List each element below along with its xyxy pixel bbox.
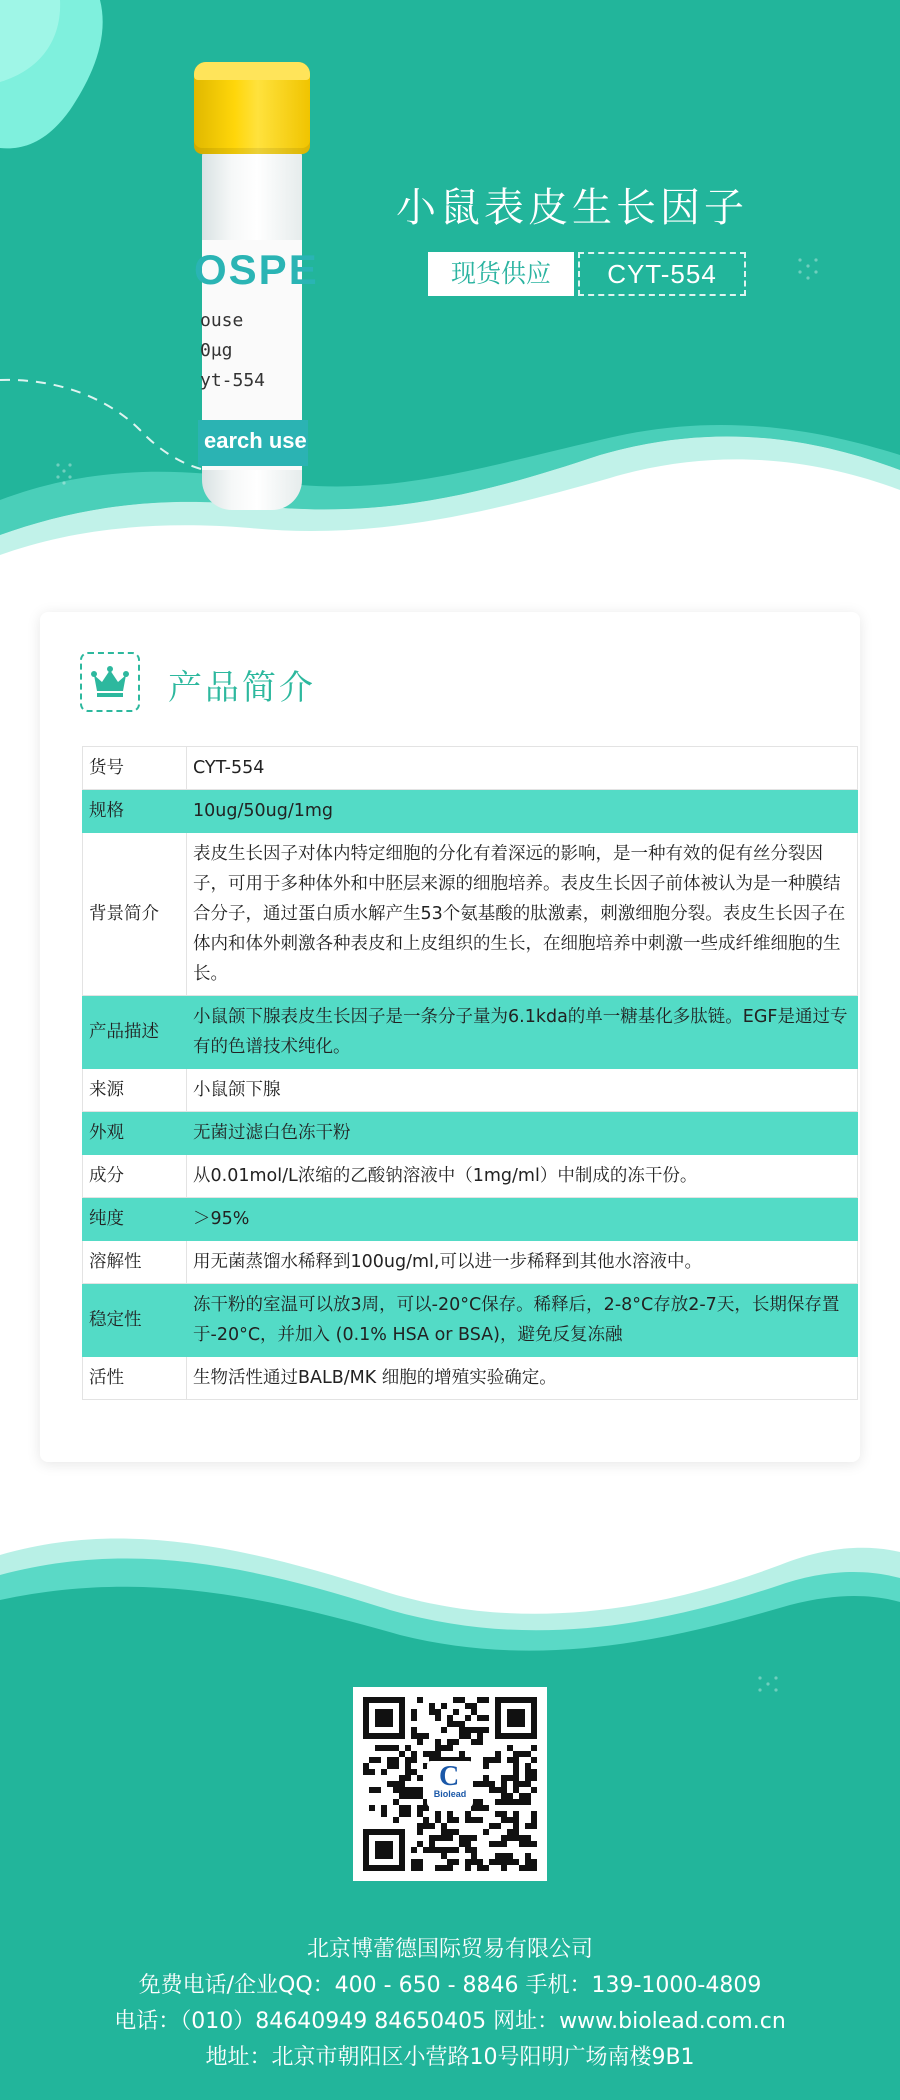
vial-brand-text: OSPE bbox=[194, 246, 319, 293]
spec-value: 小鼠颌下腺 bbox=[187, 1069, 858, 1112]
spec-row bbox=[83, 1112, 858, 1155]
biolead-logo bbox=[427, 1761, 473, 1807]
spec-row bbox=[83, 1284, 858, 1357]
product-intro-card bbox=[40, 612, 860, 1462]
product-vial-image bbox=[190, 62, 319, 462]
company-name: 北京博蕾德国际贸易有限公司 bbox=[306, 1937, 593, 1962]
spec-row bbox=[83, 1069, 858, 1112]
spec-row bbox=[83, 996, 858, 1069]
spec-key: 活性 bbox=[83, 1357, 187, 1400]
spec-key: 成分 bbox=[83, 1155, 187, 1198]
vial-label-line-2: 0μg bbox=[200, 340, 233, 361]
section-title: 产品简介 bbox=[168, 668, 316, 708]
crown-icon bbox=[80, 652, 140, 712]
vial-label-line-1: ouse bbox=[200, 310, 244, 331]
vial-label-line-3: yt-554 bbox=[200, 370, 266, 391]
spec-row bbox=[83, 790, 858, 833]
spec-value: 表皮生长因子对体内特定细胞的分化有着深远的影响，是一种有效的促有丝分裂因子，可用于多种体外和中胚层来源的细胞培养。表皮生长因子前体被认为是一种膜结合分子，通过蛋白质水解产生53个氨基酸的肽激素，刺激细胞分裂。表皮生长因子在体内和体外刺激各种表皮和上皮组织的生长，在细胞培养中刺激一些成纤维细胞的生长。 bbox=[187, 833, 858, 996]
vial-band-text: earch use bbox=[204, 428, 307, 453]
catalog-code-badge: CYT-554 bbox=[578, 252, 746, 296]
spec-key: 规格 bbox=[83, 790, 187, 833]
in-stock-badge: 现货供应 bbox=[428, 252, 574, 296]
spec-key: 纯度 bbox=[83, 1198, 187, 1241]
spec-key: 产品描述 bbox=[83, 996, 187, 1069]
spec-value: 从0.01mol/L浓缩的乙酸钠溶液中（1mg/ml）中制成的冻干份。 bbox=[187, 1155, 858, 1198]
hotline-text: 免费电话/企业QQ：400 - 650 - 8846 手机：139-1000-4809 bbox=[138, 1973, 762, 1998]
spec-key: 稳定性 bbox=[83, 1284, 187, 1357]
crown-icon-graphic bbox=[91, 665, 129, 699]
spec-row bbox=[83, 1241, 858, 1284]
spec-value: 小鼠颌下腺表皮生长因子是一条分子量为6.1kda的单一糖基化多肽链。EGF是通过专有的色谱技术纯化。 bbox=[187, 996, 858, 1069]
biolead-logo-text: Biolead bbox=[433, 1789, 467, 1799]
vial-cap bbox=[194, 62, 310, 154]
spec-row bbox=[83, 1155, 858, 1198]
spec-key: 外观 bbox=[83, 1112, 187, 1155]
vial-body bbox=[194, 150, 319, 510]
spec-value: CYT-554 bbox=[187, 747, 858, 790]
spec-row bbox=[83, 1198, 858, 1241]
qr-code[interactable] bbox=[353, 1687, 547, 1881]
spec-row bbox=[83, 1357, 858, 1400]
product-title: 小鼠表皮生长因子 bbox=[396, 185, 748, 231]
spec-value: 10ug/50ug/1mg bbox=[187, 790, 858, 833]
spec-key: 来源 bbox=[83, 1069, 187, 1112]
spec-value: ＞95% bbox=[187, 1198, 858, 1241]
biolead-logo-mark: C bbox=[439, 1761, 460, 1792]
address-text: 地址：北京市朝阳区小营路10号阳明广场南楼9B1 bbox=[205, 2045, 695, 2070]
spec-value: 生物活性通过BALB/MK 细胞的增殖实验确定。 bbox=[187, 1357, 858, 1400]
spec-value: 无菌过滤白色冻干粉 bbox=[187, 1112, 858, 1155]
phone-website-text: 电话：（010）84640949 84650405 网址：www.biolead.com.cn bbox=[114, 2009, 786, 2034]
spec-row bbox=[83, 833, 858, 996]
spec-table bbox=[82, 746, 858, 1400]
spec-value: 用无菌蒸馏水稀释到100ug/ml,可以进一步稀释到其他水溶液中。 bbox=[187, 1241, 858, 1284]
vial-label bbox=[194, 240, 319, 470]
header-banner bbox=[0, 0, 900, 580]
spec-row bbox=[83, 747, 858, 790]
spec-key: 背景简介 bbox=[83, 833, 187, 996]
spec-value: 冻干粉的室温可以放3周，可以-20°C保存。稀释后，2-8°C存放2-7天，长期保存置于-20°C，并加入 (0.1% HSA or BSA)，避免反复冻融 bbox=[187, 1284, 858, 1357]
spec-key: 溶解性 bbox=[83, 1241, 187, 1284]
vial-label-band bbox=[198, 420, 308, 466]
spec-key: 货号 bbox=[83, 747, 187, 790]
footer-contact bbox=[0, 1500, 900, 2100]
